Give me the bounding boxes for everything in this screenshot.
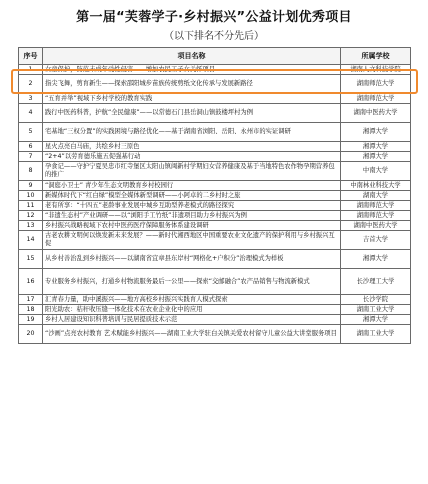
row-school: 湘潭大学 xyxy=(341,123,411,142)
row-school: 湖南师范大学 xyxy=(341,201,411,211)
column-header-project: 项目名称 xyxy=(43,48,341,65)
table-row xyxy=(19,250,411,269)
row-project-name: 从乡村善治乱到乡村振兴——以湖南省宜章县东岸村“网格化+户积分”治理模式为样板 xyxy=(43,250,341,269)
table-row xyxy=(19,162,411,181)
row-school: 湖南中医药大学 xyxy=(341,221,411,231)
row-number: 5 xyxy=(19,123,43,142)
table-row xyxy=(19,305,411,315)
row-number: 10 xyxy=(19,191,43,201)
row-project-name: 乡村振兴战略视域下农村中医药医疗保障服务体系建设调研 xyxy=(43,221,341,231)
row-number: 14 xyxy=(19,231,43,250)
row-project-name: “沙画”点亮农村教育 艺术赋能乡村振兴——湖南工业大学驻白关镇关爱农村留守儿童公益大讲堂服务项目 xyxy=(43,325,341,344)
table-row xyxy=(19,104,411,123)
row-number: 4 xyxy=(19,104,43,123)
row-number: 2 xyxy=(19,75,43,94)
row-school: 湖南师范大学 xyxy=(341,94,411,104)
page-subtitle: （以下排名不分先后） xyxy=(164,31,264,42)
row-number: 7 xyxy=(19,152,43,162)
row-school: 湖南师范大学 xyxy=(341,75,411,94)
row-project-name: 专业服务乡村振兴，打通乡村物流服务最后一公里——探索“交邮融合”农产品销售与物流新模式 xyxy=(43,269,341,295)
row-number: 16 xyxy=(19,269,43,295)
row-number: 19 xyxy=(19,315,43,325)
table-row xyxy=(19,94,411,104)
row-school: 湘潭大学 xyxy=(341,315,411,325)
row-school: 湖南大学 xyxy=(341,191,411,201)
row-number: 17 xyxy=(19,295,43,305)
row-number: 9 xyxy=(19,181,43,191)
page-title: 第一届“芙蓉学子·乡村振兴”公益计划优秀项目 xyxy=(76,10,352,25)
row-school: 湖南人文科技学院 xyxy=(341,65,411,75)
highlight-box xyxy=(11,69,418,94)
table-row xyxy=(19,269,411,295)
table-row xyxy=(19,295,411,305)
row-project-name: 新媒体时代下“红白绿”模型全媒体新型调研——小阿卓的二乡村时之旅 xyxy=(43,191,341,201)
row-school: 吉首大学 xyxy=(341,231,411,250)
column-header-no: 序号 xyxy=(19,48,43,65)
row-school: 中南林业科技大学 xyxy=(341,181,411,191)
row-number: 20 xyxy=(19,325,43,344)
row-number: 13 xyxy=(19,221,43,231)
row-number: 18 xyxy=(19,305,43,315)
table-row xyxy=(19,325,411,344)
row-school: 中南大学 xyxy=(341,162,411,181)
row-project-name: 星火点亮白马庙，共绘乡村三原色 xyxy=(43,142,341,152)
row-project-name: 女童保护，防范未成年受性侵害——增加农民工子女关怀项目 xyxy=(43,65,341,75)
row-school: 湖南中医药大学 xyxy=(341,104,411,123)
table-row xyxy=(19,123,411,142)
row-project-name: “洞庭小卫士” 青少年生态文明教育乡村校园行 xyxy=(43,181,341,191)
row-project-name: 老有所享：“十四五”老龄事业发展中城乡互助型养老模式的路径探究 xyxy=(43,201,341,211)
table-row xyxy=(19,315,411,325)
table-row xyxy=(19,211,411,221)
column-header-school: 所属学校 xyxy=(341,48,411,65)
row-project-name: “五育并举”视域下乡村学校的教育实践 xyxy=(43,94,341,104)
row-number: 3 xyxy=(19,94,43,104)
row-school: 湖南工业大学 xyxy=(341,305,411,315)
row-school: 湖南师范大学 xyxy=(341,211,411,221)
table-row xyxy=(19,191,411,201)
table-row xyxy=(19,231,411,250)
table-row xyxy=(19,152,411,162)
row-number: 6 xyxy=(19,142,43,152)
row-project-name: 孕食记——守护宁夏吴忠市红寺堡区太阳山镇闽新村学期妇女营养健康及基于当地特色农作物孕期营养包的推广 xyxy=(43,162,341,181)
table-row xyxy=(19,221,411,231)
row-project-name: 汇青春力量，助中溪振兴——地方高校乡村振兴实践育人模式探索 xyxy=(43,295,341,305)
row-project-name: 指尖飞舞，剪育新生——探索邵阳城步苗族传统剪纸文化传承与发展新路径 xyxy=(43,75,341,94)
table-row xyxy=(19,181,411,191)
row-school: 湘潭大学 xyxy=(341,250,411,269)
row-project-name: 阳光助农：秸秆收压缝一体化技术在农业企业化中的应用 xyxy=(43,305,341,315)
row-project-name: 古老农耕文明何以焕发新未来发展？——新时代湘西地区中国重要农业文化遗产的保护利用与乡村振兴互促 xyxy=(43,231,341,250)
row-number: 12 xyxy=(19,211,43,221)
row-school: 湘潭大学 xyxy=(341,152,411,162)
row-school: 长沙学院 xyxy=(341,295,411,305)
row-number: 11 xyxy=(19,201,43,211)
row-number: 8 xyxy=(19,162,43,181)
row-project-name: 践行中医药科普，护航“全民健康”——以常德石门县岳洞山镇鼓楼坪村为例 xyxy=(43,104,341,123)
row-project-name: 乡村人居建设知识科普培训与民居提质技术示范 xyxy=(43,315,341,325)
row-school: 长沙理工大学 xyxy=(341,269,411,295)
row-school: 湖南工业大学 xyxy=(341,325,411,344)
row-project-name: “非遗生态村”产业调研——以“浏阳手工竹纸”非遗项目助力乡村振兴为例 xyxy=(43,211,341,221)
table-row xyxy=(19,201,411,211)
table-row xyxy=(19,142,411,152)
row-project-name: 宅基地“三权分置”的实践困境与路径优化——基于湖南省浏阳、岳阳、永州市的实证调研 xyxy=(43,123,341,142)
row-number: 1 xyxy=(19,65,43,75)
table-header-row xyxy=(19,48,411,65)
row-school: 湘潭大学 xyxy=(341,142,411,152)
row-number: 15 xyxy=(19,250,43,269)
row-project-name: “2+4”以劳育德乐施五促强基行动 xyxy=(43,152,341,162)
